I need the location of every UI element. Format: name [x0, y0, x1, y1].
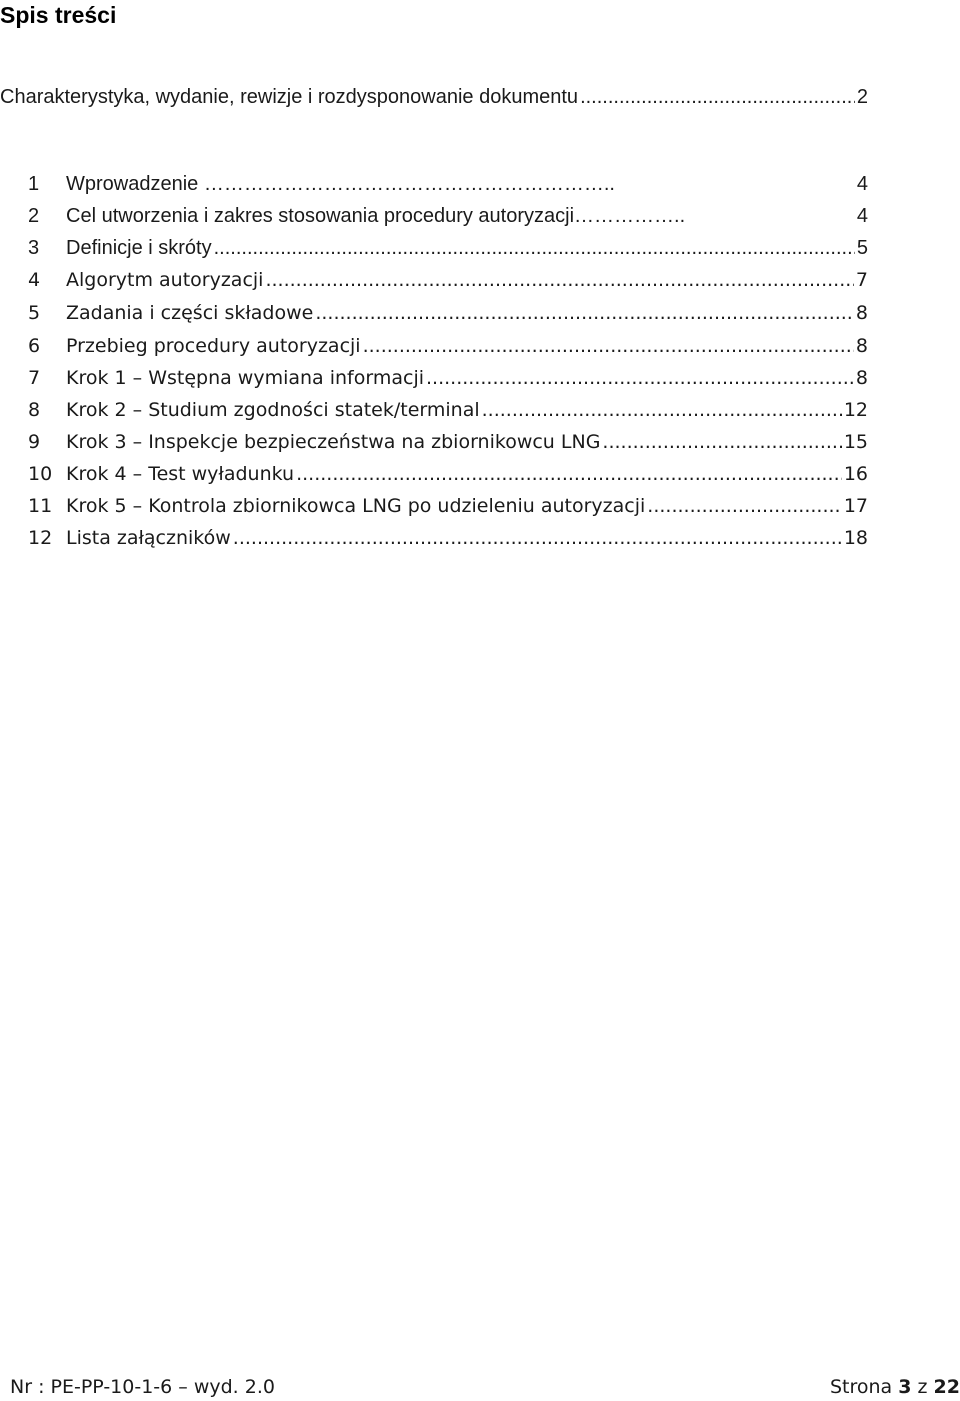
toc-entry-number: 10: [28, 463, 53, 485]
toc-entry-number: 4: [28, 269, 41, 291]
toc-entry-label: Krok 3 – Inspekcje bezpieczeństwa na zbiornikowcu LNG: [66, 431, 601, 453]
toc-entry-page: 7: [855, 269, 868, 291]
toc-entry-page: 15: [843, 431, 868, 453]
toc-entry-page: 4: [856, 173, 868, 195]
toc-entry-number: 1: [28, 173, 40, 195]
toc-entry-12[interactable]: [0, 527, 868, 549]
toc-entry-label: Krok 4 – Test wyładunku: [66, 463, 295, 485]
toc-entry-label: Zadania i części składowe: [66, 302, 314, 324]
toc-entry-page: 8: [855, 335, 868, 357]
toc-leader: [426, 367, 854, 389]
page-footer: [10, 1376, 960, 1398]
toc-leader: [315, 302, 854, 324]
toc-entry-number: 6: [28, 335, 41, 357]
toc-entry-number: 5: [28, 302, 41, 324]
toc-entry-label: Charakterystyka, wydanie, rewizje i rozdysponowanie dokumentu: [0, 86, 579, 108]
toc-entry-1[interactable]: [0, 173, 868, 195]
toc-entry-label: Lista załączników: [66, 527, 231, 549]
page-number-current: 3: [898, 1376, 912, 1398]
toc-leader: [482, 399, 842, 421]
toc-entry-number: 3: [28, 237, 40, 259]
toc-entry-number: 9: [28, 431, 41, 453]
toc-leader: [602, 431, 841, 453]
toc-entry-page: 2: [856, 86, 868, 108]
toc-entry-page: 12: [843, 399, 868, 421]
toc-entry-2[interactable]: [0, 205, 868, 227]
page-number-prefix: Strona: [829, 1376, 893, 1398]
toc-entry-intro[interactable]: [0, 86, 868, 108]
toc-entry-5[interactable]: [0, 302, 868, 324]
toc-entry-7[interactable]: [0, 367, 868, 389]
toc-entry-number: 7: [28, 367, 41, 389]
document-reference: Nr : PE-PP-10-1-6 – wyd. 2.0: [10, 1376, 275, 1398]
toc-entry-page: 17: [843, 495, 868, 517]
toc-leader: [580, 86, 855, 108]
toc-entry-8[interactable]: [0, 399, 868, 421]
toc-entry-label: Definicje i skróty: [66, 237, 212, 259]
toc-entry-label: Krok 5 – Kontrola zbiornikowca LNG po udzieleniu autoryzacji: [66, 495, 646, 517]
page-number-separator: z: [917, 1376, 928, 1398]
toc-entry-3[interactable]: [0, 237, 868, 259]
page-number-total: 22: [933, 1376, 960, 1398]
toc-entry-page: 5: [856, 237, 868, 259]
toc-leader: [265, 269, 853, 291]
page-number: [830, 1376, 960, 1398]
toc-entry-page: 8: [855, 367, 868, 389]
toc-entry-number: 8: [28, 399, 41, 421]
toc-entry-11[interactable]: [0, 495, 868, 517]
toc-leader: [647, 495, 842, 517]
toc-entry-6[interactable]: [0, 335, 868, 357]
toc-leader: [214, 237, 855, 259]
toc-entry-number: 12: [28, 527, 53, 549]
toc-entry-page: 16: [843, 463, 868, 485]
toc-entry-page: 4: [856, 205, 868, 227]
toc-entry-4[interactable]: [0, 269, 868, 291]
toc-entry-label: Cel utworzenia i zakres stosowania procedury autoryzacji……………..: [66, 205, 686, 227]
toc-entry-page: 18: [843, 527, 868, 549]
toc-entry-10[interactable]: [0, 463, 868, 485]
toc-leader: [363, 335, 854, 357]
toc-entry-label: Krok 2 – Studium zgodności statek/terminal: [66, 399, 480, 421]
toc-entry-label: Wprowadzenie ……………………………………………………..: [66, 173, 615, 195]
toc-entry-9[interactable]: [0, 431, 868, 453]
toc-title: Spis treści: [0, 2, 117, 28]
toc-leader: [233, 527, 842, 549]
toc-entry-label: Krok 1 – Wstępna wymiana informacji: [66, 367, 425, 389]
toc-entry-number: 2: [28, 205, 40, 227]
toc-entry-label: Algorytm autoryzacji: [66, 269, 264, 291]
toc-leader: [296, 463, 842, 485]
toc-entry-number: 11: [28, 495, 53, 517]
toc-entry-label: Przebieg procedury autoryzacji: [66, 335, 361, 357]
toc-entry-page: 8: [855, 302, 868, 324]
